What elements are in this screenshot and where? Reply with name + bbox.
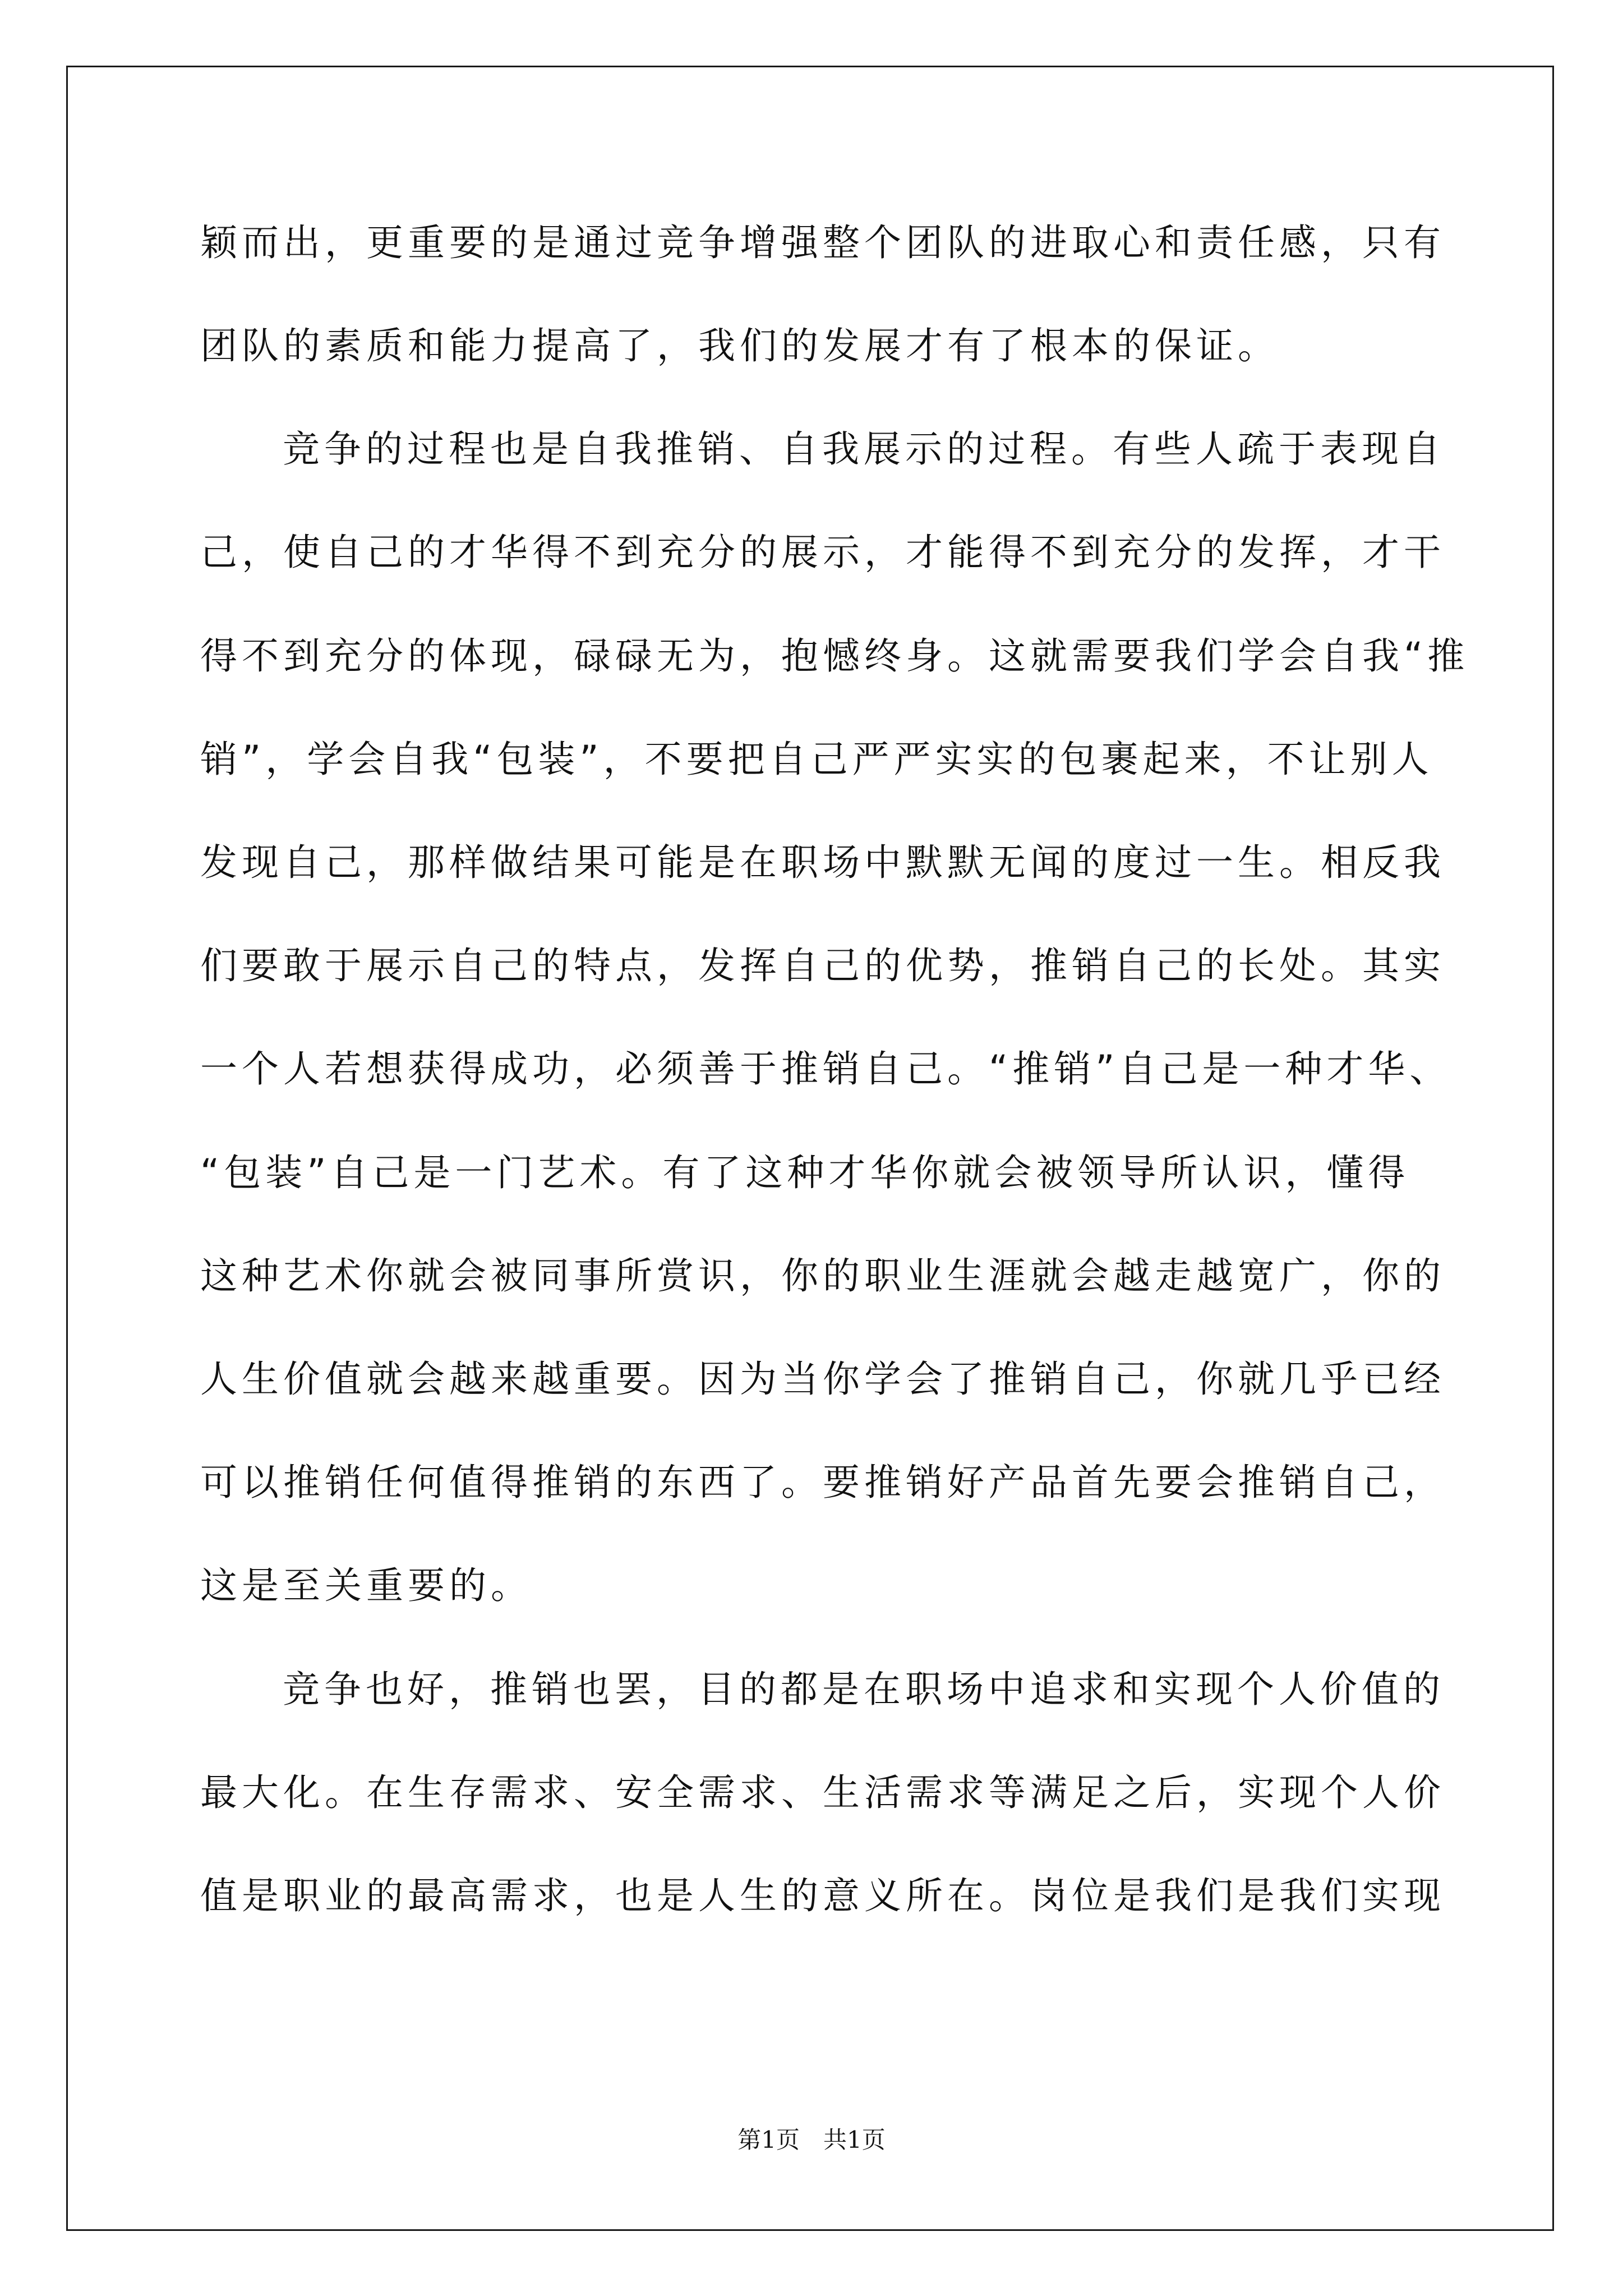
text-line: 这种艺术你就会被同事所赏识，你的职业生涯就会越走越宽广，你的	[200, 1254, 1445, 1297]
paragraph-first-line: 竞争也好，推销也罢，目的都是在职场中追求和实现个人价值的	[283, 1668, 1445, 1711]
text-line: 可以推销任何值得推销的东西了。要推销好产品首先要会推销自己，	[200, 1461, 1445, 1504]
text-line: 得不到充分的体现，碌碌无为，抱憾终身。这就需要我们学会自我“推	[200, 634, 1469, 678]
text-line: 己，使自己的才华得不到充分的展示，才能得不到充分的发挥，才干	[200, 531, 1445, 574]
text-line: 值是职业的最高需求，也是人生的意义所在。岗位是我们是我们实现	[200, 1874, 1445, 1917]
text-line: 这是至关重要的。	[200, 1564, 532, 1607]
text-line: 颖而出，更重要的是通过竞争增强整个团队的进取心和责任感，只有	[200, 221, 1445, 264]
text-line: 一个人若想获得成功，必须善于推销自己。“推销”自己是一种才华、	[200, 1047, 1451, 1091]
paragraph-first-line: 竞争的过程也是自我推销、自我展示的过程。有些人疏于表现自	[283, 427, 1445, 471]
text-line: 发现自己，那样做结果可能是在职场中默默无闻的度过一生。相反我	[200, 841, 1445, 884]
text-line: 们要敢于展示自己的特点，发挥自己的优势，推销自己的长处。其实	[200, 944, 1445, 987]
text-line: 最大化。在生存需求、安全需求、生活需求等满足之后，实现个人价	[200, 1771, 1445, 1814]
page-number-footer: 第1页 共1页	[737, 2126, 886, 2154]
text-line: “包装”自己是一门艺术。有了这种才华你就会被领导所认识，懂得	[200, 1151, 1410, 1194]
text-line: 销”，学会自我“包装”，不要把自己严严实实的包裹起来，不让别人	[200, 738, 1433, 781]
text-line: 人生价值就会越来越重要。因为当你学会了推销自己，你就几乎已经	[200, 1358, 1445, 1401]
text-line: 团队的素质和能力提高了，我们的发展才有了根本的保证。	[200, 324, 1279, 367]
